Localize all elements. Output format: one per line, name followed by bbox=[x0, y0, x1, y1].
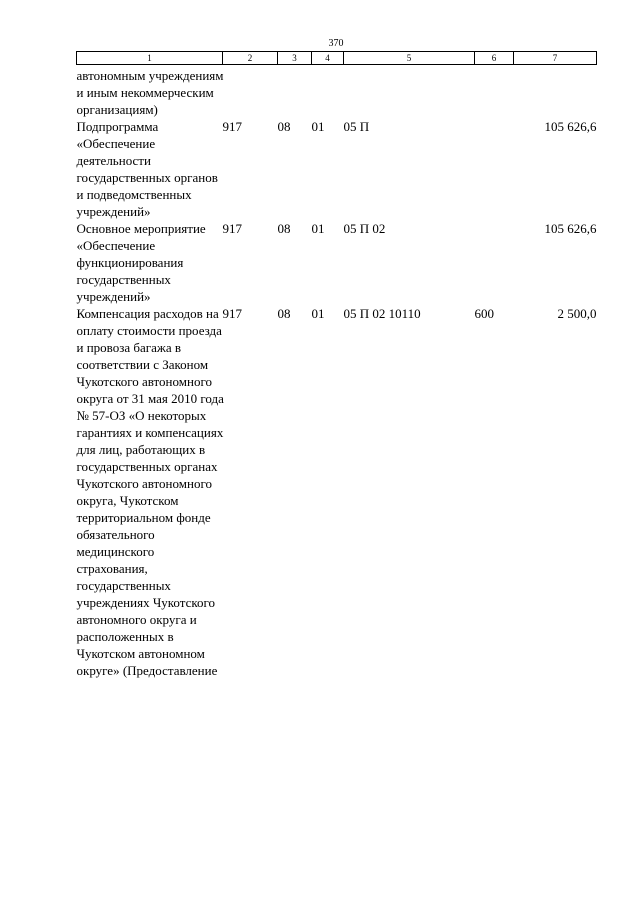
table-row bbox=[77, 118, 597, 220]
budget-table bbox=[76, 51, 597, 679]
table-row bbox=[77, 65, 597, 119]
expense-type-cell bbox=[475, 65, 514, 119]
row-name-cell bbox=[77, 220, 223, 305]
section-cell: 08 bbox=[277, 221, 291, 236]
column-number-header bbox=[77, 52, 597, 65]
target-article-cell: 05 П 02 bbox=[343, 221, 386, 236]
row-name-cell bbox=[77, 65, 223, 119]
admin-code-cell: 917 bbox=[222, 119, 242, 134]
col-header-4: 4 bbox=[312, 52, 344, 65]
page-number: 370 bbox=[328, 38, 344, 49]
section-cell bbox=[278, 65, 312, 119]
col-header-3: 3 bbox=[278, 52, 312, 65]
subsection-cell: 01 bbox=[311, 221, 325, 236]
admin-code-cell bbox=[223, 65, 278, 119]
admin-code-cell: 917 bbox=[222, 221, 242, 236]
col-header-7: 7 bbox=[514, 52, 597, 65]
section-cell: 08 bbox=[277, 306, 291, 321]
row-name: Основное мероприятие «Обеспечение функционирования государственных учреждений» bbox=[76, 221, 206, 304]
table-row bbox=[77, 220, 597, 305]
expense-type-cell: 600 bbox=[474, 306, 494, 321]
section-cell: 08 bbox=[277, 119, 291, 134]
amount-cell: 105 626,6 bbox=[544, 221, 597, 236]
expense-type-cell bbox=[475, 220, 514, 305]
admin-code-cell: 917 bbox=[222, 306, 242, 321]
row-name: автономным учреждениям и иным некоммерческим организациям) bbox=[76, 68, 224, 117]
table-row bbox=[77, 305, 597, 679]
col-header-6: 6 bbox=[475, 52, 514, 65]
subsection-cell: 01 bbox=[311, 306, 325, 321]
col-header-2: 2 bbox=[223, 52, 278, 65]
subsection-cell: 01 bbox=[311, 119, 325, 134]
row-name-cell bbox=[77, 305, 223, 679]
row-name-cell bbox=[77, 118, 223, 220]
col-header-5: 5 bbox=[344, 52, 475, 65]
col-header-1: 1 bbox=[77, 52, 223, 65]
expense-type-cell bbox=[475, 118, 514, 220]
subsection-cell bbox=[312, 65, 344, 119]
row-name: Компенсация расходов на оплату стоимости проезда и провоза багажа в соответствии с Законом Чукотского автономного округа от 31 мая 2010 года № 57-ОЗ «О некоторых гарантиях и компенсациях для лиц, работающих в государственных органах Чукотского автономного округа, Чукотском территориальном фонде обязательного медицинского страхования, государственных учреждениях Чукотского автономного округа и расположенных в Чукотском автономном округе» (Предоставление bbox=[76, 306, 224, 678]
amount-cell: 105 626,6 bbox=[544, 119, 597, 134]
target-article-cell bbox=[344, 65, 475, 119]
amount-cell bbox=[514, 65, 597, 119]
target-article-cell: 05 П 02 10110 bbox=[343, 306, 421, 321]
target-article-cell: 05 П bbox=[343, 119, 370, 134]
amount-cell: 2 500,0 bbox=[557, 306, 597, 321]
row-name: Подпрограмма «Обеспечение деятельности государственных органов и подведомственных учреждений» bbox=[76, 119, 218, 219]
